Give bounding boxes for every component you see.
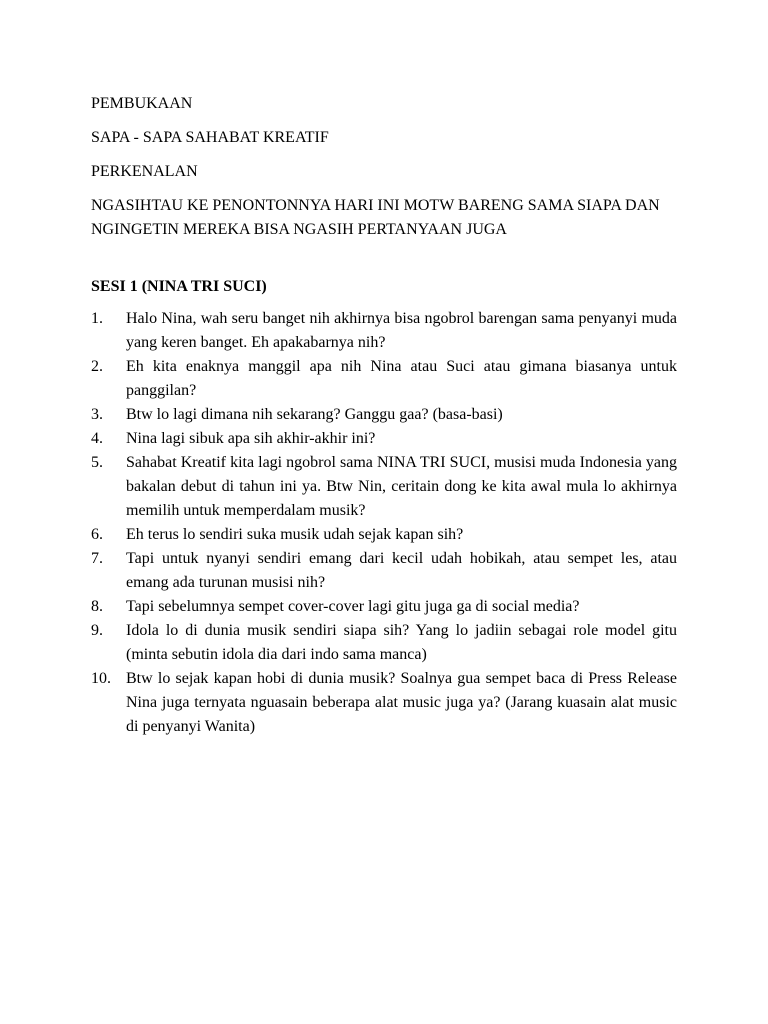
list-item xyxy=(91,307,677,355)
list-item-number: 5. xyxy=(91,454,103,471)
list-item xyxy=(91,451,677,523)
list-item xyxy=(91,403,677,427)
list-item-text: Sahabat Kreatif kita lagi ngobrol sama NINA TRI SUCI, musisi muda Indonesia yang bakalan debut di tahun ini ya. Btw Nin, ceritain dong ke kita awal mula lo akhirnya memilih untuk memperdalam musik? xyxy=(126,454,677,519)
list-item xyxy=(91,547,677,595)
intro-instruction: NGASIHTAU KE PENONTONNYA HARI INI MOTW BARENG SAMA SIAPA DAN NGINGETIN MEREKA BISA NGASIH PERTANYAAN JUGA xyxy=(91,197,660,238)
list-item xyxy=(91,523,677,547)
list-item-text: Halo Nina, wah seru banget nih akhirnya bisa ngobrol barengan sama penyanyi muda yang keren banget. Eh apakabarnya nih? xyxy=(126,310,677,351)
list-item-text: Nina lagi sibuk apa sih akhir-akhir ini? xyxy=(126,430,376,447)
list-item-text: Eh terus lo sendiri suka musik udah sejak kapan sih? xyxy=(126,526,464,543)
list-item-number: 1. xyxy=(91,310,103,327)
list-item-text: Btw lo lagi dimana nih sekarang? Ganggu gaa? (basa-basi) xyxy=(126,406,503,423)
list-item-text: Btw lo sejak kapan hobi di dunia musik? Soalnya gua sempet baca di Press Release Nina juga ternyata nguasain beberapa alat music juga ya? (Jarang kuasain alat music di penyanyi Wanita) xyxy=(126,670,677,735)
list-item-number: 9. xyxy=(91,622,103,639)
list-item-number: 8. xyxy=(91,598,103,615)
heading-perkenalan: PERKENALAN xyxy=(91,163,198,180)
list-item-number: 2. xyxy=(91,358,103,375)
list-item-text: Tapi untuk nyanyi sendiri emang dari kecil udah hobikah, atau sempet les, atau emang ada turunan musisi nih? xyxy=(126,550,677,591)
document-page xyxy=(91,92,677,739)
list-item xyxy=(91,427,677,451)
list-item xyxy=(91,595,677,619)
list-item-number: 10. xyxy=(91,670,111,687)
question-list xyxy=(91,307,677,739)
list-item-number: 4. xyxy=(91,430,103,447)
list-item-text: Eh kita enaknya manggil apa nih Nina atau Suci atau gimana biasanya untuk panggilan? xyxy=(126,358,677,399)
list-item-number: 6. xyxy=(91,526,103,543)
list-item-number: 7. xyxy=(91,550,103,567)
session-title: SESI 1 (NINA TRI SUCI) xyxy=(91,278,267,295)
list-item xyxy=(91,619,677,667)
list-item-text: Idola lo di dunia musik sendiri siapa sih? Yang lo jadiin sebagai role model gitu (minta sebutin idola dia dari indo sama manca) xyxy=(126,622,677,663)
heading-sapa: SAPA - SAPA SAHABAT KREATIF xyxy=(91,129,329,146)
list-item xyxy=(91,667,677,739)
heading-pembukaan: PEMBUKAAN xyxy=(91,95,193,112)
list-item-text: Tapi sebelumnya sempet cover-cover lagi gitu juga ga di social media? xyxy=(126,598,580,615)
list-item xyxy=(91,355,677,403)
list-item-number: 3. xyxy=(91,406,103,423)
